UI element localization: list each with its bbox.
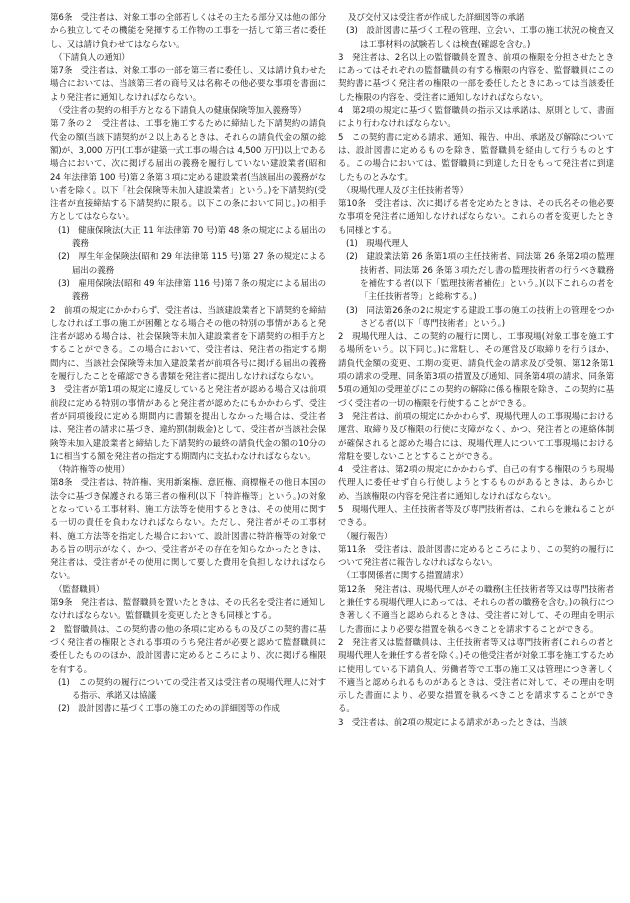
article-heading: （下請負人の通知） (54, 52, 130, 63)
article-paragraph: 第9条 発注者は、監督職員を置いたときは、その氏名を受注者に通知しなければならない。監督職員を変更したときも同様とする。 (50, 598, 326, 622)
article-heading: （履行報告） (342, 531, 393, 542)
article-paragraph: 第10条 受注者は、次に掲げる者を定めたときは、その氏名その他必要な事項を発注者に通知しなければならない。これらの者を変更したときも同様とする。 (338, 199, 614, 236)
list-item: (3) 設計図書に基づく工程の管理、立会い、工事の施工状況の検査又は工事材料の試験若しくは検査(確認を含む。) (346, 26, 614, 50)
article-heading: （受注者の契約の相手方となる下請負人の健康保険等加入義務等） (54, 106, 307, 117)
article-paragraph: 第11条 受注者は、設計図書に定めるところにより、この契約の履行について発注者に報告しなければならない。 (338, 544, 614, 569)
list-item: (3) 同法第26条の2に規定する建設工事の施工の技術上の管理をつかさどる者(以下「専門技術者」という。) (346, 305, 614, 329)
article-paragraph: 3 受注者が第1項の規定に違反していると発注者が認める場合又は前項前段に定める特別の事情があると発注者が認めたにもかかわらず、受注者が同項後段に定める期間内に書類を提出しなかった場合は、受注者は、発注者の請求に基づき、違約罰(制裁金)として、受注者が当該社会保険等未加入建設業者と締結した下請契約の最終の請負代金の額の10分の1に相当する額を発注者の指定する期間内に支払わなければならない。 (50, 385, 326, 462)
list-item: (1) 現場代理人 (346, 239, 409, 250)
left-column (50, 12, 326, 899)
article-paragraph: 3 受注者は、前2項の規定による請求があったときは、当該 (338, 717, 567, 728)
continued-text: 及び交付又は受注者が作成した詳細図等の承諾 (348, 13, 525, 23)
article-paragraph: 2 監督職員は、この契約書の他の条項に定めるもの及びこの契約書に基づく発注者の権限とされる事項のうち発注者が必要と認めて監督職員に委任したもののほか、設計図書に定めるところにより、次に掲げる権限を有する。 (50, 624, 326, 675)
article-paragraph: 5 現場代理人、主任技術者等及び専門技術者は、これらを兼ねることができる。 (338, 504, 614, 529)
article-heading: （工事関係者に関する措置請求） (342, 571, 469, 582)
list-item: (1) 健康保険法(大正 11 年法律第 70 号)第 48 条の規定による届出の義務 (58, 225, 326, 250)
article-paragraph: 3 発注者は、前項の規定にかかわらず、現場代理人の工事現場における運営、取締り及び権限の行使に支障がなく、かつ、発注者との連絡体制が確保されると認めた場合には、現場代理人について工事現場における常駐を要しないこととすることができる。 (338, 411, 614, 462)
article-paragraph: 2 現場代理人は、この契約の履行に関し、工事現場(対象工事を施工する場所をいう。以下同じ。)に常駐し、その運営及び取締りを行うほか、請負代金額の変更、工期の変更、請負代金の請求及び受領、第12条第1項の請求の受理、同条第3項の措置及び通知、同条第4項の請求、同条第5項の通知の受理並びにこの契約の解除に係る権限を除き、この契約に基づく受注者の一切の権限を行使することができる。 (338, 332, 614, 409)
article-paragraph: 2 前項の規定にかかわらず、受注者は、当該建設業者と下請契約を締結しなければ工事の施工が困難となる場合その他の特別の事情があると発注者が認める場合は、社会保険等未加入建設業者を下請契約の相手方とすることができる。この場合において、受注者は、発注者の指定する期間内に、当該社会保険等未加入建設業者が前項各号に掲げる届出の義務を履行したことを確認できる書類を発注者に提出しなければならない。 (50, 305, 326, 383)
article-paragraph: 第6条 受注者は、対象工事の全部若しくはその主たる部分又は他の部分から独立してその機能を発揮する工作物の工事を一括して第三者に委任し、又は請け負わせてはならない。 (50, 13, 326, 50)
article-heading: （監督職員） (54, 584, 105, 595)
article-paragraph: 4 第2項の規定に基づく監督職員の指示又は承諾は、原則として、書面により行わなければならない。 (338, 106, 614, 130)
right-column (338, 12, 614, 899)
list-item: (2) 建設業法第 26 条第1項の主任技術者、同法第 26 条第2項の監理技術者、同法第 26 条第３項ただし書の監理技術者の行うべき職務を補佐する者(以下「監理技術者補佐」という。)(以下これらの者を「主任技術者等」と総称する。) (346, 252, 614, 303)
article-paragraph: 第8条 受注者は、特許権、実用新案権、意匠権、商標権その他日本国の法令に基づき保護される第三者の権利(以下「特許権等」という。)の対象となっている工事材料、施工方法等を使用するときは、その使用に関する一切の責任を負わなければならない。ただし、発注者がその工事材料、施工方法等を指定した場合において、設計図書に特許権等の対象である旨の明示がなく、かつ、受注者がその存在を知らなかったときは、発注者は、受注者がその使用に関して要した費用を負担しなければならない。 (50, 478, 326, 582)
article-paragraph: 3 発注者は、2名以上の監督職員を置き、前項の権限を分担させたときにあってはそれぞれの監督職員の有する権限の内容を、監督職員にこの契約書に基づく発注者の権限の一部を委任したときにあっては当該委任した権限の内容を、受注者に通知しなければならない。 (338, 52, 614, 103)
article-paragraph: 5 この契約書に定める請求、通知、報告、申出、承諾及び解除については、設計図書に定めるものを除き、監督職員を経由して行うものとする。この場合においては、監督職員に到達した日をもって発注者に到達したものとみなす。 (338, 132, 614, 183)
list-item: (3) 雇用保険法(昭和 49 年法律第 116 号)第７条の規定による届出の義務 (58, 278, 326, 303)
article-paragraph: 第７条の２ 受注者は、工事を施工するために締結した下請契約の請負代金の額(当該下請契約が２以上あるときは、それらの請負代金の額の総額)が、3,000 万円(工事が建築一式工事の場合は 4,500 万円)以上である場合において、次に掲げる届出の義務を履行していない建設業者(昭和 24 年法律第 100 号)第２条第３項に定める建設業者(当該届出の義務がない者を除く。以下「社会保険等未加入建設業者」という。)を下請契約(受注者が直接締結する下請契約に限る。以下この条において同じ。)の相手方としてはならない。 (50, 119, 326, 223)
article-paragraph: 2 発注者又は監督職員は、主任技術者等又は専門技術者(これらの者と現場代理人を兼任する者を除く。)その他受注者が対象工事を施工するために使用している下請負人、労働者等で工事の施工又は管理につき著しく不適当と認められるものがあるときは、受注者に対して、その理由を明示した書面により、必要な措置を執るべきことを請求することができる。 (338, 637, 614, 715)
article-paragraph: 4 受注者は、第2項の規定にかかわらず、自己の有する権限のうち現場代理人に委任せず自ら行使しようとするものがあるときは、あらかじめ、当該権限の内容を発注者に通知しなければならない。 (338, 465, 614, 502)
article-paragraph: 第7条 受注者は、対象工事の一部を第三者に委任し、又は請け負わせた場合においては、当該第三者の商号又は名称その他必要な事項を書面により発注者に通知しなければならない。 (50, 66, 326, 103)
article-paragraph: 第12条 発注者は、現場代理人がその職務(主任技術者等又は専門技術者と兼任する現場代理人にあっては、それらの者の職務を含む。)の執行につき著しく不適当と認められるときは、受注者に対して、その理由を明示した書面により必要な措置を執るべきことを請求することができる。 (338, 584, 614, 635)
list-item: (1) この契約の履行についての受注者又は受注者の現場代理人に対する指示、承諾又は協議 (58, 677, 326, 702)
article-heading: （特許権等の使用） (54, 465, 130, 476)
list-item: (2) 設計図書に基づく工事の施工のための詳細図等の作成 (58, 704, 280, 715)
list-item: (2) 厚生年金保険法(昭和 29 年法律第 115 号)第 27 条の規定による届出の義務 (58, 252, 326, 276)
article-heading: （現場代理人及び主任技術者等） (342, 185, 469, 196)
